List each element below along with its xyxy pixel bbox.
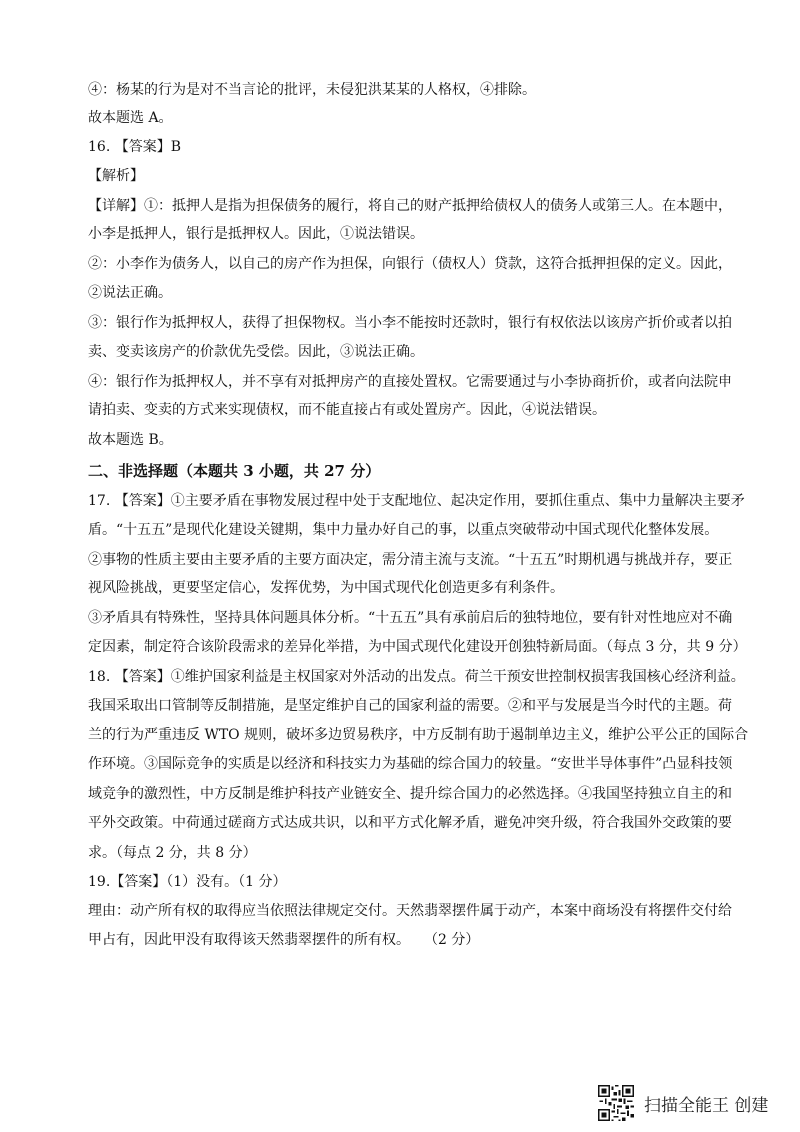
text-line: ④：银行作为抵押权人，并不享有对抵押房产的直接处置权。它需要通过与小李协商折价，或者向法院申 (88, 374, 732, 390)
text-line: 我国采取出口管制等反制措施，是坚定维护自己的国家利益的需要。②和平与发展是当今时代的主题。荷 (88, 698, 732, 714)
scanner-watermark (598, 1083, 768, 1123)
text-line: ②说法正确。 (88, 285, 172, 301)
text-line: 视风险挑战，更要坚定信心，发挥优势，为中国式现代化创造更多有利条件。 (88, 580, 564, 596)
text-line: 【详解】①：抵押人是指为担保债务的履行，将自己的财产抵押给债权人的债务人或第三人。在本题中， (88, 198, 732, 214)
text-line: 甲占有，因此甲没有取得该天然翡翠摆件的所有权。 （2 分） (88, 932, 480, 948)
text-line: ③：银行作为抵押权人，获得了担保物权。当小李不能按时还款时，银行有权依法以该房产折价或者以拍 (88, 315, 732, 331)
text-line: 平外交政策。中荷通过磋商方式达成共识，以和平方式化解矛盾，避免冲突升级，符合我国外交政策的要 (88, 815, 732, 831)
text-line: ④：杨某的行为是对不当言论的批评，未侵犯洪某某的人格权，④排除。 (88, 82, 536, 98)
text-line: 请拍卖、变卖的方式来实现债权，而不能直接占有或处置房产。因此，④说法错误。 (88, 402, 606, 418)
text-line: 18. 【答案】①维护国家利益是主权国家对外活动的出发点。荷兰干预安世控制权损害我国核心经济利益。 (88, 669, 745, 685)
text-line: 卖、变卖该房产的价款优先受偿。因此，③说法正确。 (88, 344, 424, 360)
text-line: ②：小李作为债务人，以自己的房产作为担保，向银行（债权人）贷款，这符合抵押担保的定义。因此， (88, 256, 732, 272)
text-line: ②事物的性质主要由主要矛盾的主要方面决定，需分清主流与支流。“十五五”时期机遇与挑战并存，要正 (88, 552, 733, 568)
qr-code-icon (598, 1085, 634, 1121)
text-line: 17. 【答案】①主要矛盾在事物发展过程中处于支配地位、起决定作用，要抓住重点、集中力量解决主要矛 (88, 493, 745, 509)
section-heading: 二、非选择题（本题共 3 小题，共 27 分） (88, 462, 381, 480)
text-line: ③矛盾具有特殊性，坚持具体问题具体分析。“十五五”具有承前启后的独特地位，要有针对性地应对不确 (88, 610, 733, 626)
text-line: 盾。“十五五”是现代化建设关键期，集中力量办好自己的事，以重点突破带动中国式现代化整体发展。 (88, 522, 719, 538)
text-line: 域竞争的激烈性，中方反制是维护科技产业链安全、提升综合国力的必然选择。④我国坚持独立自主的和 (88, 786, 732, 802)
text-line: 定因素，制定符合该阶段需求的差异化举措，为中国式现代化建设开创独特新局面。（每点 3 分，共 9 分） (88, 639, 747, 655)
text-line: 小李是抵押人，银行是抵押权人。因此，①说法错误。 (88, 226, 424, 242)
text-line: 故本题选 A。 (88, 110, 173, 126)
text-line: 兰的行为严重违反 WTO 规则，破坏多边贸易秩序，中方反制有助于遏制单边主义，维护公平公正的国际合 (88, 727, 749, 743)
text-line: 19.【答案】（1）没有。（1 分） (88, 874, 287, 890)
text-line: 求。（每点 2 分，共 8 分） (88, 845, 257, 861)
text-line: 故本题选 B。 (88, 432, 173, 448)
text-line: 【解析】 (88, 168, 144, 184)
text-line: 16. 【答案】B (88, 139, 182, 155)
text-line: 理由：动产所有权的取得应当依照法律规定交付。天然翡翠摆件属于动产，本案中商场没有将摆件交付给 (88, 903, 732, 919)
text-line: 作环境。③国际竞争的实质是以经济和科技实力为基础的综合国力的较量。“安世半导体事件”凸显科技领 (88, 756, 733, 772)
watermark-text: 扫描全能王 创建 (644, 1095, 769, 1116)
